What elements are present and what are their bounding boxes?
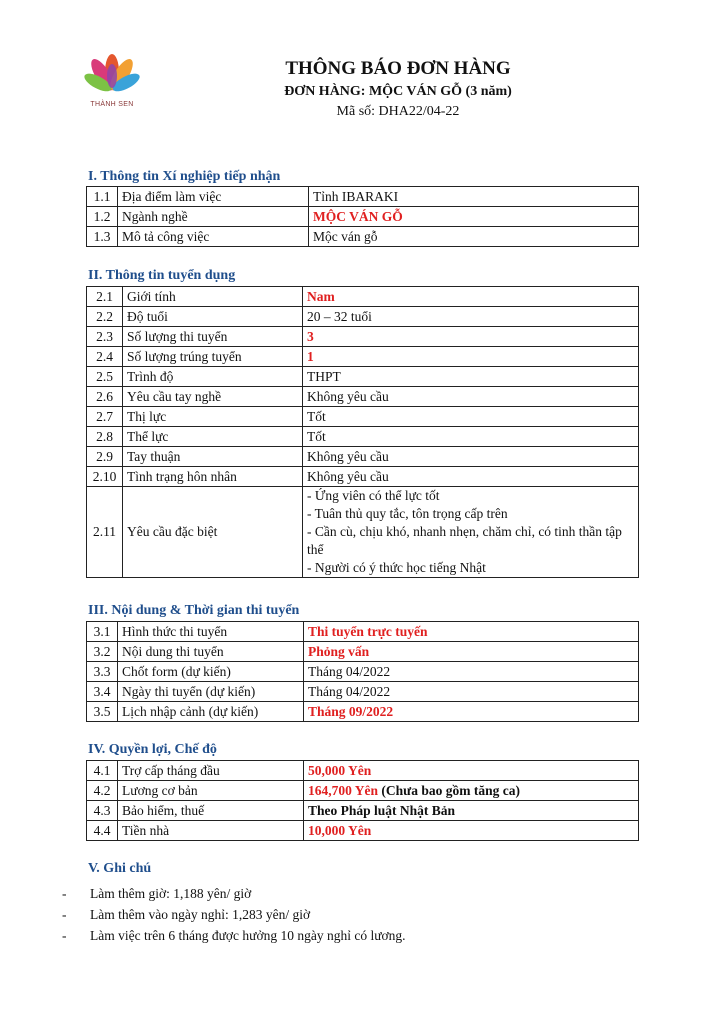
table-row [87,761,639,781]
row-value: Tốt [303,427,639,447]
row-number: 2.1 [87,287,123,307]
row-number: 2.9 [87,447,123,467]
document-title: THÔNG BÁO ĐƠN HÀNG [285,58,511,79]
row-value: 10,000 Yên [304,821,639,841]
document-code: Mã số: DHA22/04-22 [336,104,460,119]
table-row [87,662,639,682]
requirement-line: - Cần cù, chịu khó, nhanh nhẹn, chăm chỉ, có tinh thần tập thể [307,524,622,557]
row-label: Mô tả công việc [118,227,309,247]
row-label: Yêu cầu tay nghề [123,387,303,407]
document-subtitle: ĐƠN HÀNG: MỘC VÁN GỖ (3 năm) [284,84,512,99]
row-label: Giới tính [123,287,303,307]
row-label: Số lượng thi tuyển [123,327,303,347]
row-number: 3.3 [87,662,118,682]
row-number: 3.2 [87,642,118,662]
row-label: Ngày thi tuyển (dự kiến) [118,682,304,702]
row-value-cell [304,781,639,801]
section-2-heading: II. Thông tin tuyển dụng [88,268,236,283]
row-label: Nội dung thi tuyển [118,642,304,662]
note-text: Làm thêm vào ngày nghỉ: 1,283 yên/ giờ [90,907,311,922]
table-row [87,307,639,327]
notes-list [62,883,406,946]
row-value: Mộc ván gỗ [309,227,639,247]
row-number: 2.11 [87,487,123,578]
row-label: Tiền nhà [118,821,304,841]
section-2-table [86,286,639,578]
table-row [87,327,639,347]
row-label: Lịch nhập cảnh (dự kiến) [118,702,304,722]
section-3-table [86,621,639,722]
row-value: 1 [303,347,639,367]
note-item [62,925,406,946]
row-label: Hình thức thi tuyển [118,622,304,642]
row-number: 1.1 [87,187,118,207]
table-row [87,287,639,307]
row-value: Nam [303,287,639,307]
row-number: 4.1 [87,761,118,781]
table-row [87,187,639,207]
note-text: Làm việc trên 6 tháng được hưởng 10 ngày nghỉ có lương. [90,928,406,943]
bullet-dash: - [62,928,67,943]
row-number: 2.3 [87,327,123,347]
special-requirements [303,487,639,578]
row-value: Theo Pháp luật Nhật Bản [304,801,639,821]
row-number: 2.8 [87,427,123,447]
row-value-note: (Chưa bao gồm tăng ca) [378,782,520,798]
section-3-heading: III. Nội dung & Thời gian thi tuyển [88,603,300,618]
section-5-heading: V. Ghi chú [88,861,152,876]
table-row [87,347,639,367]
row-value: MỘC VÁN GỖ [309,207,639,227]
table-row [87,227,639,247]
row-value: 3 [303,327,639,347]
row-label: Số lượng trúng tuyển [123,347,303,367]
row-label: Thể lực [123,427,303,447]
section-1-table [86,186,639,247]
logo-text: THÀNH SEN [90,101,134,108]
row-value: Tỉnh IBARAKI [309,187,639,207]
table-row [87,407,639,427]
table-row [87,487,639,578]
row-number: 4.4 [87,821,118,841]
row-label: Ngành nghề [118,207,309,227]
row-number: 2.2 [87,307,123,327]
row-value: 50,000 Yên [304,761,639,781]
section-1-heading: I. Thông tin Xí nghiệp tiếp nhận [88,169,281,184]
row-number: 2.6 [87,387,123,407]
note-item [62,904,406,925]
row-number: 3.1 [87,622,118,642]
table-row [87,387,639,407]
requirement-line: - Người có ý thức học tiếng Nhật [307,560,486,575]
row-value: Tháng 04/2022 [304,682,639,702]
row-value: Không yêu cầu [303,467,639,487]
bullet-dash: - [62,886,67,901]
table-row [87,801,639,821]
row-value: Thi tuyển trực tuyến [304,622,639,642]
section-4-table [86,760,639,841]
table-row [87,207,639,227]
row-label: Trợ cấp tháng đầu [118,761,304,781]
table-row [87,447,639,467]
table-row [87,427,639,447]
row-number: 2.5 [87,367,123,387]
row-value: Tốt [303,407,639,427]
row-number: 2.7 [87,407,123,427]
row-number: 3.4 [87,682,118,702]
row-label: Lương cơ bản [118,781,304,801]
row-label: Bảo hiểm, thuế [118,801,304,821]
row-label: Tay thuận [123,447,303,467]
row-value: Không yêu cầu [303,387,639,407]
lotus-logo-icon [72,50,152,102]
row-label: Yêu cầu đặc biệt [123,487,303,578]
row-label: Thị lực [123,407,303,427]
row-value: Tháng 04/2022 [304,662,639,682]
bullet-dash: - [62,907,67,922]
row-label: Độ tuổi [123,307,303,327]
row-number: 1.3 [87,227,118,247]
table-row [87,821,639,841]
row-number: 4.2 [87,781,118,801]
table-row [87,702,639,722]
requirement-line: - Tuân thủ quy tắc, tôn trọng cấp trên [307,506,508,521]
company-logo [72,50,152,116]
note-item [62,883,406,904]
note-text: Làm thêm giờ: 1,188 yên/ giờ [90,886,252,901]
table-row [87,682,639,702]
row-value: Không yêu cầu [303,447,639,467]
row-label: Chốt form (dự kiến) [118,662,304,682]
row-value: Tháng 09/2022 [304,702,639,722]
row-number: 2.4 [87,347,123,367]
table-row [87,467,639,487]
row-label: Tình trạng hôn nhân [123,467,303,487]
row-value: 20 – 32 tuổi [303,307,639,327]
row-label: Trình độ [123,367,303,387]
row-value: 164,700 Yên [308,782,378,798]
row-value: THPT [303,367,639,387]
table-row [87,781,639,801]
section-4-heading: IV. Quyền lợi, Chế độ [88,742,217,757]
row-number: 2.10 [87,467,123,487]
document-header [200,58,596,120]
row-number: 3.5 [87,702,118,722]
table-row [87,367,639,387]
table-row [87,642,639,662]
row-number: 1.2 [87,207,118,227]
row-number: 4.3 [87,801,118,821]
requirement-line: - Ứng viên có thể lực tốt [307,488,440,503]
row-label: Địa điểm làm việc [118,187,309,207]
table-row [87,622,639,642]
row-value: Phỏng vấn [304,642,639,662]
